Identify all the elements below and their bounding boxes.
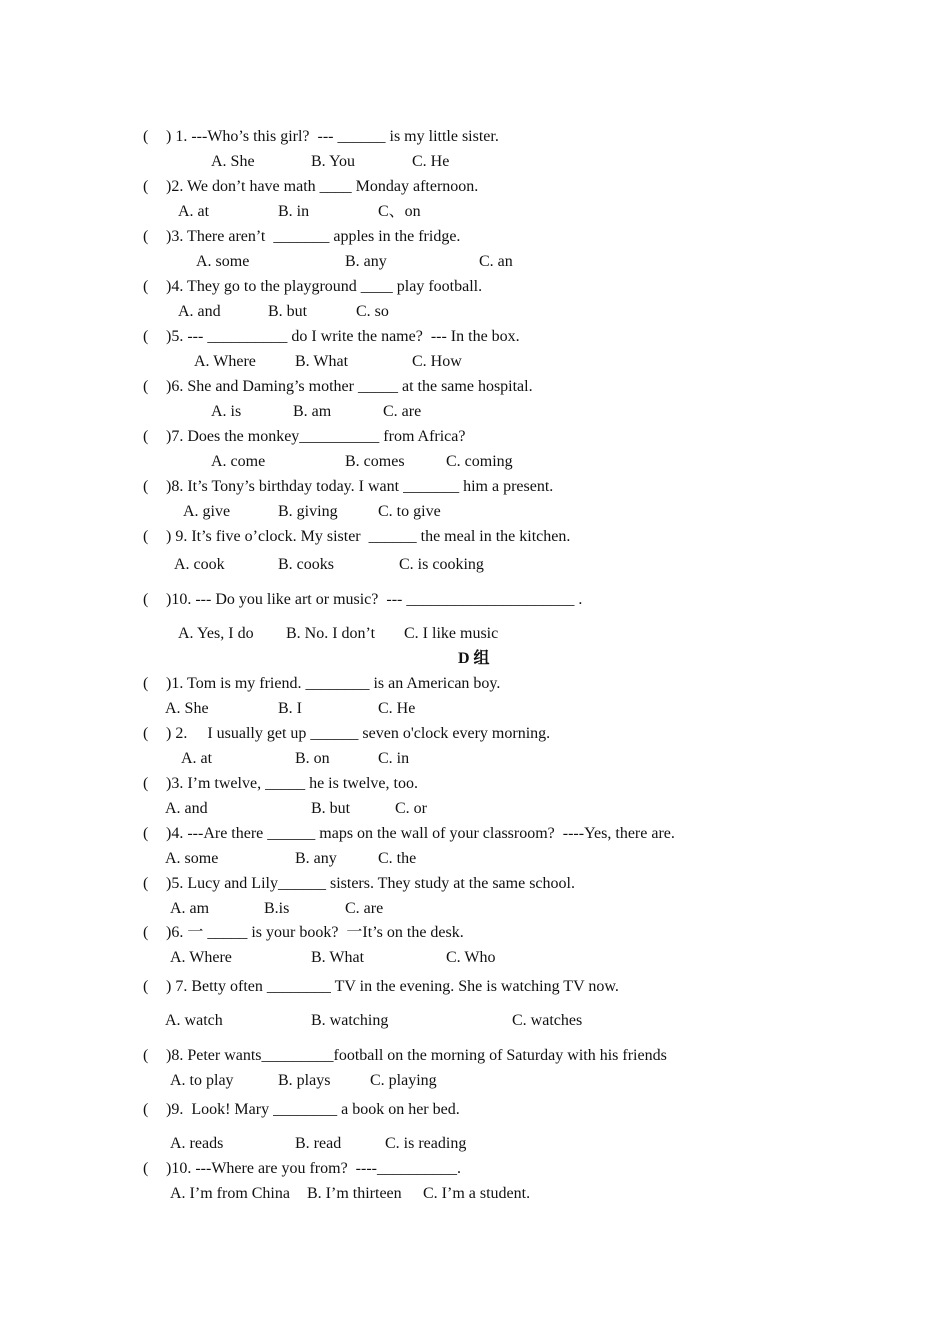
option-b[interactable]: B. plays	[278, 1072, 331, 1089]
option-b[interactable]: B. watching	[311, 1012, 389, 1029]
answer-paren[interactable]: (	[143, 1047, 149, 1064]
answer-paren[interactable]: (	[143, 591, 149, 608]
option-a[interactable]: A. some	[196, 253, 250, 270]
answer-paren[interactable]: (	[143, 478, 149, 495]
option-c[interactable]: C. I like music	[404, 625, 499, 642]
option-b[interactable]: B. cooks	[278, 556, 334, 573]
option-a[interactable]: A. watch	[165, 1012, 223, 1029]
option-b[interactable]: B. but	[311, 800, 351, 817]
question-text: )9. Look! Mary ________ a book on her bed.	[166, 1101, 460, 1118]
option-b[interactable]: B. any	[345, 253, 387, 270]
option-b[interactable]: B. but	[268, 303, 308, 320]
option-b[interactable]: B. comes	[345, 453, 405, 470]
question-text: )6. She and Daming’s mother _____ at the same hospital.	[166, 378, 533, 395]
question-text: )2. We don’t have math ____ Monday afternoon.	[166, 178, 479, 195]
option-b[interactable]: B. in	[278, 203, 310, 220]
option-c[interactable]: C. is reading	[385, 1135, 467, 1152]
question-text: ) 7. Betty often ________ TV in the evening. She is watching TV now.	[166, 978, 619, 995]
answer-paren[interactable]: (	[143, 428, 149, 445]
question-text: ) 2. I usually get up ______ seven o'clock every morning.	[166, 725, 551, 742]
answer-paren[interactable]: (	[143, 924, 149, 941]
option-a[interactable]: A. some	[165, 850, 219, 867]
option-b[interactable]: B. I	[278, 700, 302, 717]
question-text: )5. --- __________ do I write the name? --- In the box.	[166, 328, 520, 345]
answer-paren[interactable]: (	[143, 725, 149, 742]
option-c[interactable]: C. are	[383, 403, 422, 420]
option-a[interactable]: A. and	[165, 800, 208, 817]
option-a[interactable]: A. Yes, I do	[178, 625, 254, 642]
answer-paren[interactable]: (	[143, 128, 149, 145]
option-b[interactable]: B. What	[295, 353, 349, 370]
option-b[interactable]: B. No. I don’t	[286, 625, 376, 642]
question-text: )1. Tom is my friend. ________ is an American boy.	[166, 675, 501, 692]
question-text: )10. --- Do you like art or music? --- _____________________ .	[166, 591, 583, 608]
option-a[interactable]: A. She	[211, 153, 255, 170]
answer-paren[interactable]: (	[143, 528, 149, 545]
question-text: )4. They go to the playground ____ play football.	[166, 278, 483, 295]
option-a[interactable]: A. and	[178, 303, 221, 320]
option-b[interactable]: B. on	[295, 750, 330, 767]
option-c[interactable]: C. are	[345, 900, 384, 917]
answer-paren[interactable]: (	[143, 875, 149, 892]
question-text: )3. There aren’t _______ apples in the fridge.	[166, 228, 461, 245]
option-b[interactable]: B. You	[311, 153, 356, 170]
option-c[interactable]: C. How	[412, 353, 462, 370]
answer-paren[interactable]: (	[143, 775, 149, 792]
answer-paren[interactable]: (	[143, 675, 149, 692]
option-a[interactable]: A. give	[183, 503, 231, 520]
answer-paren[interactable]: (	[143, 825, 149, 842]
option-b[interactable]: B.is	[264, 900, 290, 917]
option-c[interactable]: C. an	[479, 253, 513, 270]
option-c[interactable]: C. coming	[446, 453, 513, 470]
option-a[interactable]: A. Where	[170, 949, 232, 966]
option-a[interactable]: A. I’m from China	[170, 1185, 290, 1202]
question-text: )7. Does the monkey__________ from Africa?	[166, 428, 466, 445]
question-text: )4. ---Are there ______ maps on the wall of your classroom? ----Yes, there are.	[166, 825, 675, 842]
answer-paren[interactable]: (	[143, 1101, 149, 1118]
option-b[interactable]: B. I’m thirteen	[307, 1185, 402, 1202]
answer-paren[interactable]: (	[143, 978, 149, 995]
option-a[interactable]: A. at	[178, 203, 210, 220]
section-heading: D 组	[458, 650, 490, 667]
answer-paren[interactable]: (	[143, 178, 149, 195]
option-a[interactable]: A. am	[170, 900, 210, 917]
option-a[interactable]: A. is	[211, 403, 242, 420]
option-c[interactable]: C. He	[378, 700, 416, 717]
answer-paren[interactable]: (	[143, 278, 149, 295]
option-c[interactable]: C. in	[378, 750, 410, 767]
option-b[interactable]: B. any	[295, 850, 337, 867]
option-b[interactable]: B. am	[293, 403, 332, 420]
answer-paren[interactable]: (	[143, 378, 149, 395]
question-text: )6. 一 _____ is your book? 一It’s on the desk.	[166, 924, 464, 941]
option-a[interactable]: A. at	[181, 750, 213, 767]
option-a[interactable]: A. Where	[194, 353, 256, 370]
option-c[interactable]: C. the	[378, 850, 417, 867]
question-text: ) 1. ---Who’s this girl? --- ______ is my little sister.	[166, 128, 499, 145]
option-b[interactable]: B. What	[311, 949, 365, 966]
option-a[interactable]: A. to play	[170, 1072, 234, 1089]
question-text: )5. Lucy and Lily______ sisters. They study at the same school.	[166, 875, 575, 892]
option-c[interactable]: C. to give	[378, 503, 441, 520]
option-c[interactable]: C. I’m a student.	[423, 1185, 531, 1202]
option-c[interactable]: C、on	[378, 203, 421, 220]
answer-paren[interactable]: (	[143, 228, 149, 245]
option-c[interactable]: C. Who	[446, 949, 496, 966]
option-c[interactable]: C. is cooking	[399, 556, 484, 573]
option-c[interactable]: C. so	[356, 303, 389, 320]
question-text: )10. ---Where are you from? ----__________.	[166, 1160, 461, 1177]
option-b[interactable]: B. giving	[278, 503, 338, 520]
answer-paren[interactable]: (	[143, 328, 149, 345]
option-b[interactable]: B. read	[295, 1135, 342, 1152]
option-a[interactable]: A. She	[165, 700, 209, 717]
option-c[interactable]: C. or	[395, 800, 427, 817]
option-c[interactable]: C. watches	[512, 1012, 583, 1029]
question-text: )8. It’s Tony’s birthday today. I want _______ him a present.	[166, 478, 554, 495]
question-text: )3. I’m twelve, _____ he is twelve, too.	[166, 775, 418, 792]
option-c[interactable]: C. He	[412, 153, 450, 170]
option-a[interactable]: A. cook	[174, 556, 225, 573]
question-text: )8. Peter wants_________football on the morning of Saturday with his friends	[166, 1047, 667, 1064]
answer-paren[interactable]: (	[143, 1160, 149, 1177]
question-text: ) 9. It’s five o’clock. My sister ______ the meal in the kitchen.	[166, 528, 571, 545]
option-c[interactable]: C. playing	[370, 1072, 437, 1089]
option-a[interactable]: A. come	[211, 453, 266, 470]
option-a[interactable]: A. reads	[170, 1135, 224, 1152]
